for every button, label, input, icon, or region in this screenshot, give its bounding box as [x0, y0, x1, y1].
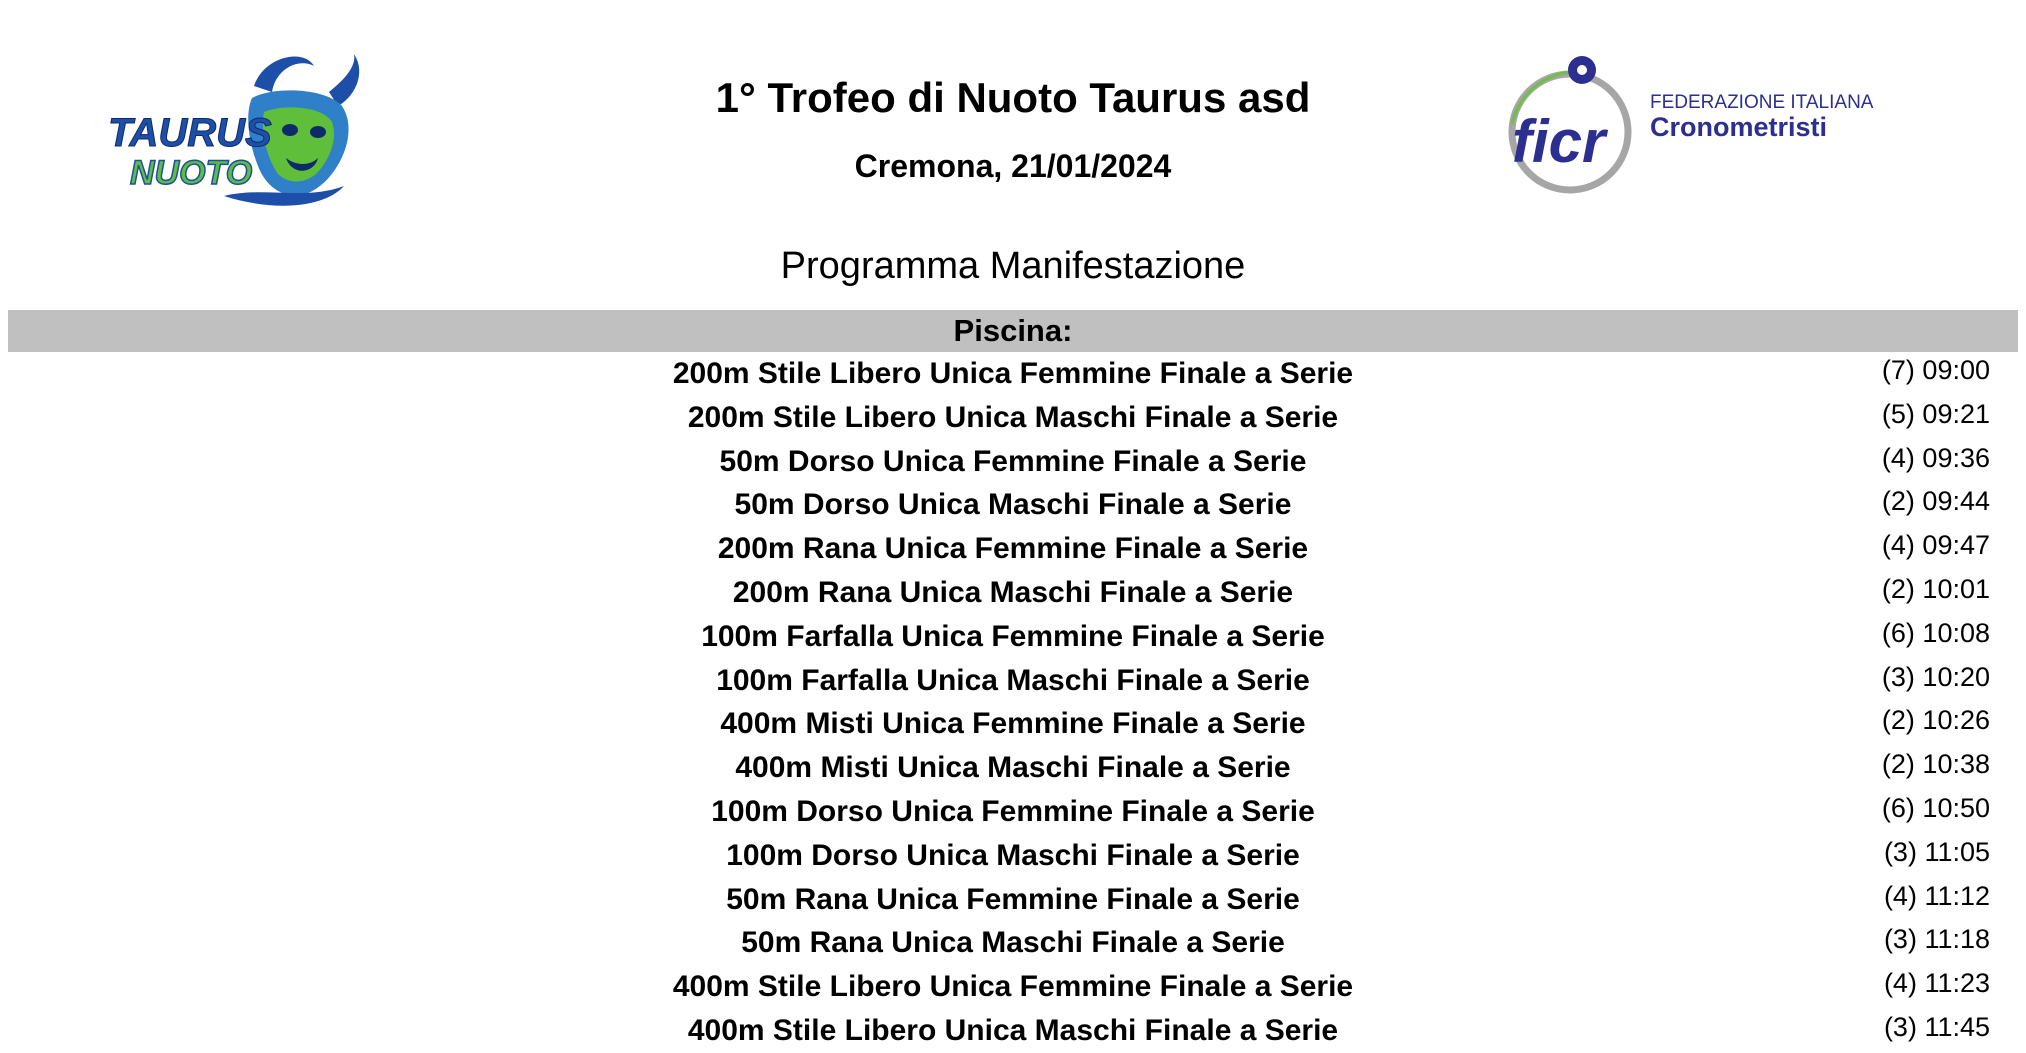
- event-name: 200m Stile Libero Unica Femmine Finale a Serie: [672, 357, 1354, 390]
- taurus-logo-text-bottom: NUOTO: [130, 154, 253, 192]
- event-location-date: Cremona, 21/01/2024: [854, 148, 1172, 184]
- event-row: [0, 396, 2026, 440]
- event-name: 200m Rana Unica Maschi Finale a Serie: [732, 575, 1294, 609]
- event-name: 200m Stile Libero Unica Maschi Finale a Serie: [687, 400, 1339, 434]
- event-time: (5) 09:21: [1881, 398, 1990, 429]
- ficr-logo: [1500, 50, 1874, 200]
- event-name: 50m Rana Unica Femmine Finale a Serie: [726, 882, 1300, 916]
- event-time: (2) 10:38: [1881, 749, 1990, 780]
- ficr-cronometristi-text: Cronometristi: [1650, 112, 1828, 142]
- event-name: 100m Farfalla Unica Femmine Finale a Serie: [701, 619, 1325, 653]
- event-row: [0, 878, 2026, 922]
- event-name: 100m Dorso Unica Femmine Finale a Serie: [711, 794, 1315, 828]
- event-time: (6) 10:50: [1881, 792, 1990, 823]
- event-row: [0, 352, 2026, 396]
- event-row: [0, 921, 2026, 965]
- program-title: Programma Manifestazione: [780, 245, 1246, 287]
- event-name: 400m Stile Libero Unica Maschi Finale a Serie: [687, 1013, 1339, 1047]
- event-list: [0, 352, 2026, 1053]
- event-time: (6) 10:08: [1881, 617, 1990, 648]
- event-time: (2) 10:01: [1881, 573, 1990, 604]
- ficr-federazione-text: FEDERAZIONE ITALIANA: [1650, 92, 1874, 113]
- event-time: (3) 11:18: [1883, 924, 1990, 955]
- event-name: 50m Rana Unica Maschi Finale a Serie: [741, 926, 1285, 960]
- event-name: 100m Farfalla Unica Maschi Finale a Serie: [716, 663, 1310, 697]
- taurus-logo-text-top: TAURUS: [108, 111, 272, 155]
- event-row: [0, 746, 2026, 790]
- event-time: (2) 10:26: [1881, 705, 1990, 736]
- event-name: 200m Rana Unica Femmine Finale a Serie: [717, 532, 1309, 566]
- page-title: 1° Trofeo di Nuoto Taurus asd: [715, 74, 1311, 121]
- event-row: [0, 483, 2026, 527]
- event-name: 400m Misti Unica Femmine Finale a Serie: [720, 707, 1306, 741]
- event-time: (4) 09:36: [1881, 442, 1990, 473]
- event-time: (3) 11:45: [1883, 1011, 1990, 1042]
- event-time: (3) 11:05: [1883, 836, 1990, 867]
- event-time: (4) 09:47: [1881, 530, 1990, 561]
- event-row: [0, 615, 2026, 659]
- section-label: Piscina:: [953, 313, 1073, 348]
- event-row: [0, 440, 2026, 484]
- event-row: [0, 834, 2026, 878]
- event-row: [0, 527, 2026, 571]
- event-name: 400m Stile Libero Unica Femmine Finale a Serie: [672, 970, 1354, 1004]
- section-header-bar: [8, 310, 2018, 352]
- event-row: [0, 702, 2026, 746]
- event-row: [0, 571, 2026, 615]
- event-name: 400m Misti Unica Maschi Finale a Serie: [735, 751, 1291, 785]
- event-row: [0, 1009, 2026, 1053]
- event-time: (2) 09:44: [1881, 486, 1990, 517]
- event-name: 50m Dorso Unica Femmine Finale a Serie: [719, 444, 1307, 478]
- event-row: [0, 659, 2026, 703]
- event-row: [0, 790, 2026, 834]
- event-time: (7) 09:00: [1881, 355, 1990, 385]
- ficr-wordmark: ficr: [1512, 108, 1606, 175]
- event-time: (4) 11:23: [1883, 968, 1990, 999]
- event-row: [0, 965, 2026, 1009]
- event-time: (4) 11:12: [1883, 880, 1990, 911]
- event-name: 100m Dorso Unica Maschi Finale a Serie: [726, 838, 1300, 872]
- event-time: (3) 10:20: [1881, 661, 1990, 692]
- ficr-logo-icon: [1500, 50, 1874, 200]
- event-name: 50m Dorso Unica Maschi Finale a Serie: [734, 488, 1292, 522]
